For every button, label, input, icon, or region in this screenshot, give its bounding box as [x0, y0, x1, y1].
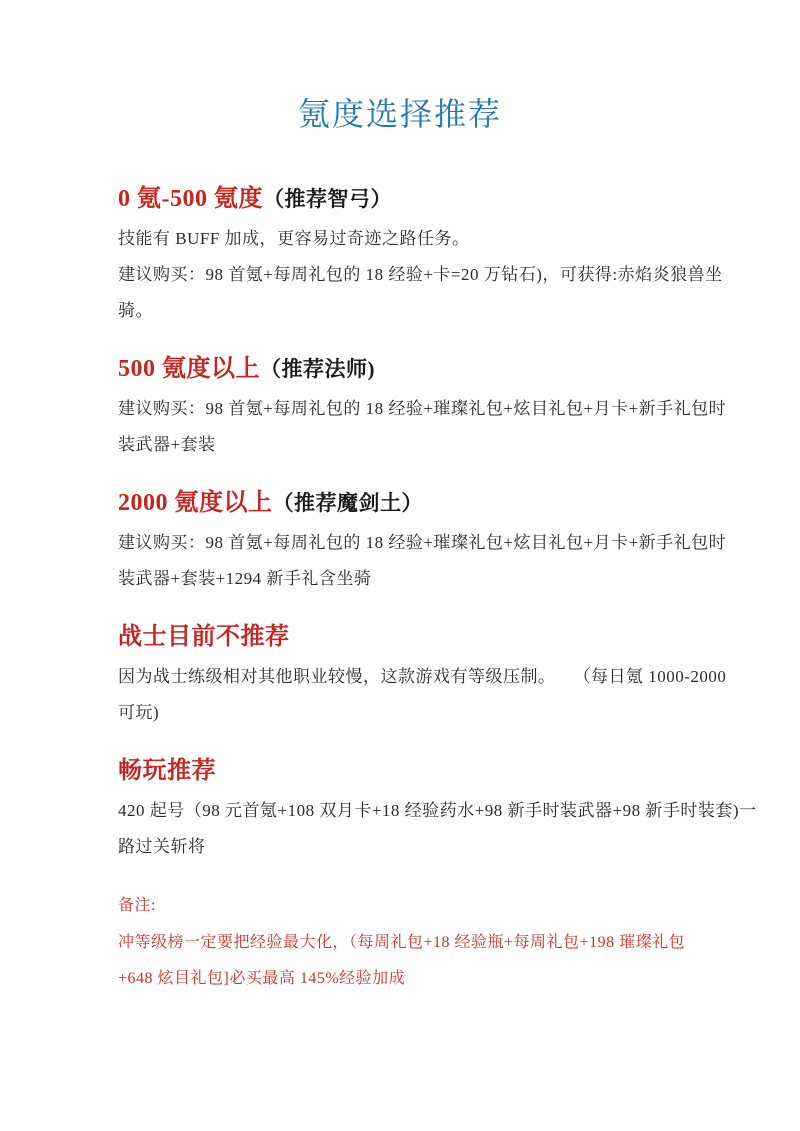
recommendation-section	[118, 756, 757, 865]
section-body	[118, 221, 723, 329]
sections-container	[118, 184, 757, 865]
recommendation-section	[118, 622, 727, 731]
body-line: 可玩)	[118, 703, 160, 722]
section-heading-tier: 0 氪-500 氪度	[118, 186, 263, 212]
recommendation-section	[118, 184, 723, 329]
section-heading	[118, 488, 690, 518]
body-line: 420 起号（98 元首氪+108 双月卡+18 经验药水+98 新手时装武器+98 新手时装套)一	[118, 801, 757, 820]
note-section	[118, 893, 690, 997]
body-line: 冲等级榜一定要把经验最大化，（每周礼包+18 经验瓶+每周礼包+198 璀璨礼包	[118, 934, 686, 951]
body-line: 建议购买：98 首氪+每周礼包的 18 经验+卡=20 万钻石)，可获得:赤焰炎狼兽坐	[118, 265, 723, 284]
section-heading-tier: 2000 氪度以上	[118, 490, 273, 516]
section-heading-class-note: （推荐法师)	[260, 357, 375, 381]
body-line: 技能有 BUFF 加成，更容易过奇迹之路任务。	[118, 229, 470, 248]
section-heading-tier: 500 氪度以上	[118, 356, 260, 382]
recommendation-section	[118, 354, 727, 463]
section-body	[118, 659, 727, 731]
section-body	[118, 793, 757, 865]
body-line: 因为战士练级相对其他职业较慢，这款游戏有等级压制。 （每日氪 1000-2000	[118, 667, 727, 686]
note-label: 备注:	[118, 897, 156, 914]
body-line: 路过关斩将	[118, 837, 206, 856]
body-line: 骑。	[118, 301, 153, 320]
body-line: 装武器+套装	[118, 435, 216, 454]
body-line: 建议购买：98 首氪+每周礼包的 18 经验+璀璨礼包+炫目礼包+月卡+新手礼包时	[118, 399, 727, 418]
recommendation-section	[118, 488, 727, 597]
section-heading-tier: 战士目前不推荐	[118, 624, 290, 650]
body-line: +648 炫目礼包]必买最高 145%经验加成	[118, 970, 406, 987]
body-line: 装武器+套装+1294 新手礼含坐骑	[118, 569, 372, 588]
note-lines	[118, 925, 690, 997]
section-body	[118, 391, 727, 463]
section-heading	[118, 184, 690, 214]
section-heading	[118, 354, 690, 384]
section-heading	[118, 756, 690, 786]
body-line: 建议购买：98 首氪+每周礼包的 18 经验+璀璨礼包+炫目礼包+月卡+新手礼包时	[118, 533, 727, 552]
section-heading-class-note: （推荐智弓）	[263, 187, 392, 211]
section-heading-class-note: （推荐魔剑土）	[272, 491, 423, 515]
page-title: 氪度选择推荐	[297, 96, 502, 132]
section-heading	[118, 622, 690, 652]
section-heading-tier: 畅玩推荐	[118, 758, 216, 784]
section-body	[118, 525, 727, 597]
